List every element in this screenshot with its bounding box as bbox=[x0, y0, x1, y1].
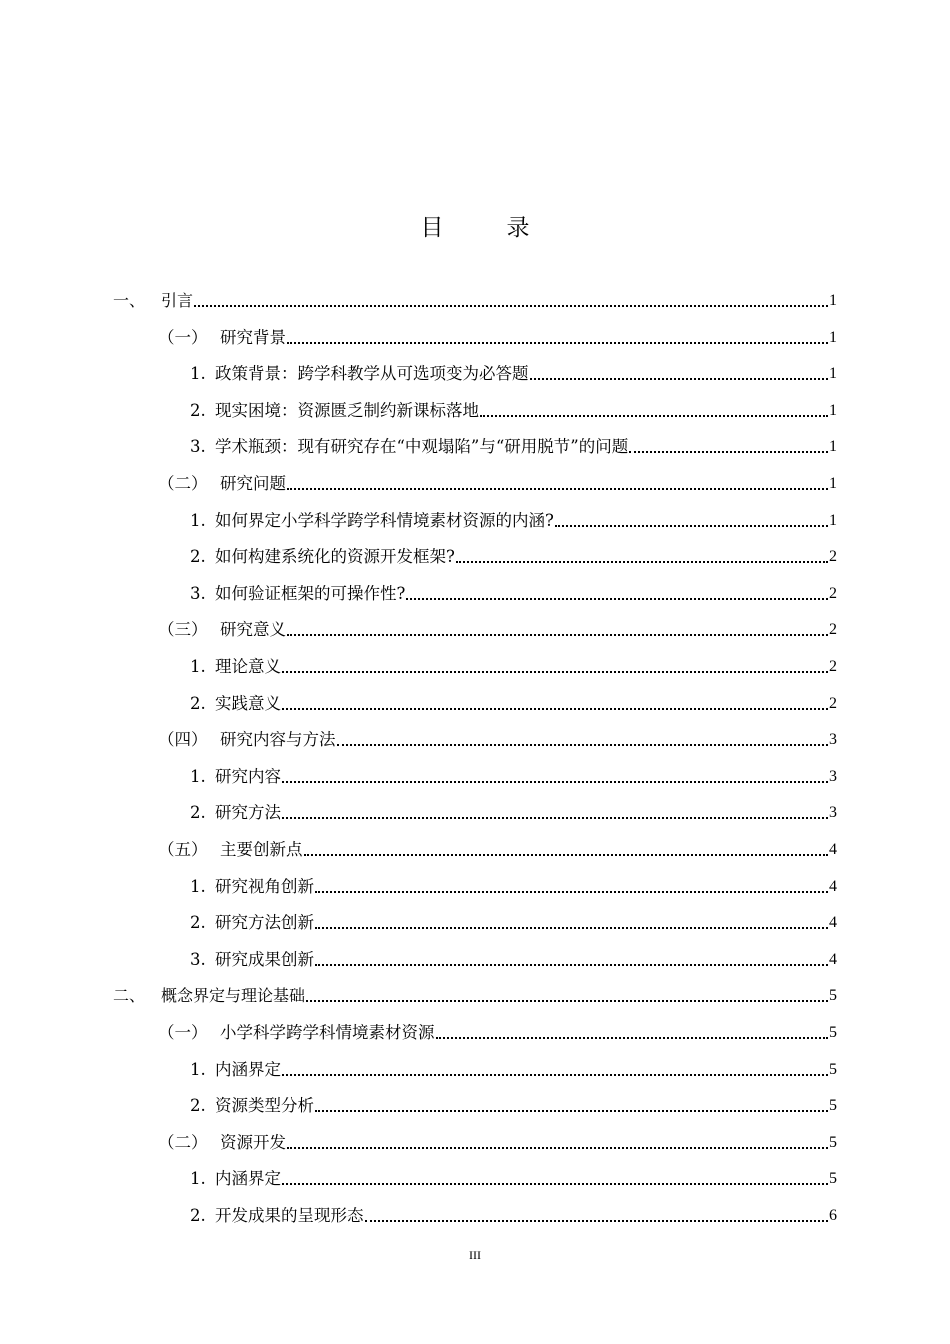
toc-entry-number: 一、 bbox=[113, 291, 146, 310]
toc-entry-page: 2 bbox=[829, 621, 837, 639]
toc-entry-label: 研究背景 bbox=[220, 327, 286, 347]
toc-entry-page: 3 bbox=[829, 767, 837, 785]
toc-entry-number: 二、 bbox=[113, 986, 146, 1006]
toc-entry[interactable] bbox=[190, 799, 837, 823]
toc-entry[interactable] bbox=[113, 982, 837, 1006]
toc-dot-leader bbox=[304, 850, 829, 856]
toc-entry-number: （一） bbox=[158, 327, 208, 347]
toc-entry[interactable] bbox=[158, 1019, 837, 1043]
page-number: III bbox=[469, 1248, 481, 1262]
toc-dot-leader bbox=[315, 1106, 828, 1112]
toc-entry-page: 1 bbox=[829, 365, 837, 383]
toc-dot-leader bbox=[282, 777, 828, 783]
toc-entry-page: 4 bbox=[829, 950, 837, 968]
toc-entry-number: 2. bbox=[190, 913, 206, 933]
toc-entry[interactable] bbox=[158, 470, 837, 494]
toc-entry[interactable] bbox=[190, 507, 837, 531]
toc-dot-leader bbox=[287, 630, 828, 636]
toc-entry-page: 4 bbox=[829, 841, 837, 858]
toc-entry[interactable] bbox=[158, 616, 837, 640]
toc-dot-leader bbox=[282, 1179, 828, 1185]
toc-entry[interactable] bbox=[190, 909, 837, 933]
toc-entry[interactable] bbox=[113, 287, 837, 311]
toc-entry-label: 引言 bbox=[161, 291, 194, 310]
toc-entry-label: 小学科学跨学科情境素材资源 bbox=[220, 1023, 435, 1042]
toc-entry[interactable] bbox=[158, 1129, 837, 1153]
toc-entry-page: 5 bbox=[829, 1097, 837, 1115]
toc-entry-label: 研究方法 bbox=[215, 803, 281, 823]
toc-dot-leader bbox=[315, 887, 828, 893]
toc-entry-page: 1 bbox=[829, 511, 837, 529]
toc-entry-page: 5 bbox=[829, 1060, 837, 1078]
toc-entry-number: 3. bbox=[190, 949, 206, 969]
toc-entry-page: 4 bbox=[829, 877, 837, 895]
toc-entry-number: 2. bbox=[190, 547, 206, 567]
toc-dot-leader bbox=[194, 301, 828, 307]
toc-entry-label: 内涵界定 bbox=[215, 1059, 281, 1079]
toc-dot-leader bbox=[287, 338, 828, 344]
toc-entry[interactable] bbox=[190, 873, 837, 897]
toc-entry-number: 2. bbox=[190, 1206, 206, 1225]
toc-entry-number: （二） bbox=[158, 1132, 208, 1152]
toc-entry-label: 研究成果创新 bbox=[215, 949, 314, 969]
toc-entry-page: 5 bbox=[829, 987, 837, 1005]
toc-entry-page: 6 bbox=[829, 1207, 837, 1224]
toc-entry[interactable] bbox=[158, 836, 837, 860]
toc-entry-label: 研究方法创新 bbox=[215, 913, 314, 933]
toc-entry-label: 现实困境：资源匮乏制约新课标落地 bbox=[215, 400, 479, 420]
toc-entry[interactable] bbox=[190, 397, 837, 421]
toc-entry-label: 如何界定小学科学跨学科情境素材资源的内涵? bbox=[215, 510, 554, 530]
toc-entry-label: 内涵界定 bbox=[215, 1169, 281, 1189]
toc-entry-label: 资源开发 bbox=[220, 1132, 286, 1152]
toc-entry-page: 5 bbox=[829, 1170, 837, 1188]
toc-entry-label: 资源类型分析 bbox=[215, 1096, 314, 1116]
toc-entry[interactable] bbox=[190, 653, 837, 677]
toc-entry-number: 1. bbox=[190, 766, 206, 786]
page-title: 目 录 bbox=[420, 215, 550, 241]
toc-entry-page: 5 bbox=[829, 1024, 837, 1041]
toc-entry-page: 2 bbox=[829, 694, 837, 712]
toc-entry-label: 实践意义 bbox=[215, 693, 281, 713]
toc-entry-number: （三） bbox=[158, 620, 208, 640]
toc-dot-leader bbox=[282, 667, 828, 673]
toc-entry-label: 开发成果的呈现形态 bbox=[215, 1206, 364, 1225]
toc-entry-page: 1 bbox=[829, 328, 837, 346]
toc-dot-leader bbox=[282, 704, 828, 710]
toc-dot-leader bbox=[530, 374, 829, 380]
toc-entry-page: 3 bbox=[829, 731, 837, 749]
toc-entry-number: 2. bbox=[190, 803, 206, 823]
toc-entry-number: 2. bbox=[190, 400, 206, 420]
toc-entry-label: 研究问题 bbox=[220, 474, 286, 493]
toc-dot-leader bbox=[306, 996, 828, 1002]
toc-dot-leader bbox=[436, 1033, 829, 1039]
toc-entry-number: 3. bbox=[190, 583, 206, 603]
toc-entry-label: 研究内容 bbox=[215, 766, 281, 786]
toc-entry[interactable] bbox=[158, 726, 837, 750]
toc-dot-leader bbox=[282, 1070, 828, 1076]
toc-dot-leader bbox=[480, 411, 828, 417]
toc-entry-number: （二） bbox=[158, 474, 208, 493]
toc-entry[interactable] bbox=[190, 1202, 837, 1226]
toc-entry-number: 2. bbox=[190, 693, 206, 713]
toc-entry-label: 政策背景：跨学科教学从可选项变为必答题 bbox=[215, 364, 529, 384]
toc-dot-leader bbox=[629, 447, 828, 453]
toc-dot-leader bbox=[315, 960, 828, 966]
toc-entry-label: 理论意义 bbox=[215, 657, 281, 676]
toc-entry[interactable] bbox=[190, 946, 837, 970]
toc-entry-number: 1. bbox=[190, 657, 206, 676]
toc-entry-number: 1. bbox=[190, 364, 206, 384]
toc-dot-leader bbox=[287, 1143, 828, 1149]
toc-entry[interactable] bbox=[190, 543, 837, 567]
toc-entry[interactable] bbox=[190, 690, 837, 714]
toc-entry-page: 1 bbox=[829, 401, 837, 419]
toc-entry-page: 2 bbox=[829, 658, 837, 675]
toc-entry-page: 4 bbox=[829, 914, 837, 932]
toc-entry-page: 5 bbox=[829, 1133, 837, 1151]
toc-entry-number: 2. bbox=[190, 1096, 206, 1116]
toc-entry-label: 如何构建系统化的资源开发框架? bbox=[215, 547, 455, 567]
toc-entry-label: 如何验证框架的可操作性? bbox=[215, 583, 406, 603]
toc-entry-label: 概念界定与理论基础 bbox=[161, 986, 306, 1006]
toc-entry-number: （五） bbox=[158, 840, 208, 859]
toc-dot-leader bbox=[337, 740, 829, 746]
toc-entry[interactable] bbox=[158, 324, 837, 348]
toc-dot-leader bbox=[282, 813, 828, 819]
toc-entry-number: 1. bbox=[190, 510, 206, 530]
toc-dot-leader bbox=[555, 521, 828, 527]
toc-entry-label: 研究意义 bbox=[220, 620, 286, 640]
toc-dot-leader bbox=[287, 484, 828, 490]
toc-entry-number: 1. bbox=[190, 876, 206, 896]
toc-entry-number: 1. bbox=[190, 1169, 206, 1189]
toc-entry-page: 2 bbox=[829, 584, 837, 602]
toc-dot-leader bbox=[456, 557, 828, 563]
toc-entry-number: 1. bbox=[190, 1059, 206, 1079]
toc-dot-leader bbox=[406, 594, 828, 600]
toc-entry-label: 主要创新点 bbox=[220, 840, 303, 859]
toc-entry-label: 研究视角创新 bbox=[215, 876, 314, 896]
toc-entry-number: 3. bbox=[190, 437, 206, 457]
toc-entry[interactable] bbox=[190, 580, 837, 604]
toc-entry[interactable] bbox=[190, 763, 837, 787]
toc-entry[interactable] bbox=[190, 360, 837, 384]
toc-entry-page: 1 bbox=[829, 475, 837, 492]
toc-dot-leader bbox=[315, 923, 828, 929]
toc-entry-number: （四） bbox=[158, 730, 208, 750]
toc-dot-leader bbox=[365, 1216, 829, 1222]
toc-entry[interactable] bbox=[190, 1165, 837, 1189]
toc-entry-number: （一） bbox=[158, 1023, 208, 1042]
toc-entry-label: 研究内容与方法 bbox=[220, 730, 336, 750]
toc-entry-label: 学术瓶颈：现有研究存在“中观塌陷”与“研用脱节”的问题 bbox=[215, 437, 629, 457]
toc-entry-page: 2 bbox=[829, 548, 837, 566]
toc-entry[interactable] bbox=[190, 1056, 837, 1080]
toc-entry-page: 1 bbox=[829, 438, 837, 456]
toc-entry[interactable] bbox=[190, 1092, 837, 1116]
toc-entry[interactable] bbox=[190, 433, 837, 457]
toc-entry-page: 1 bbox=[829, 292, 837, 309]
toc-entry-page: 3 bbox=[829, 804, 837, 822]
